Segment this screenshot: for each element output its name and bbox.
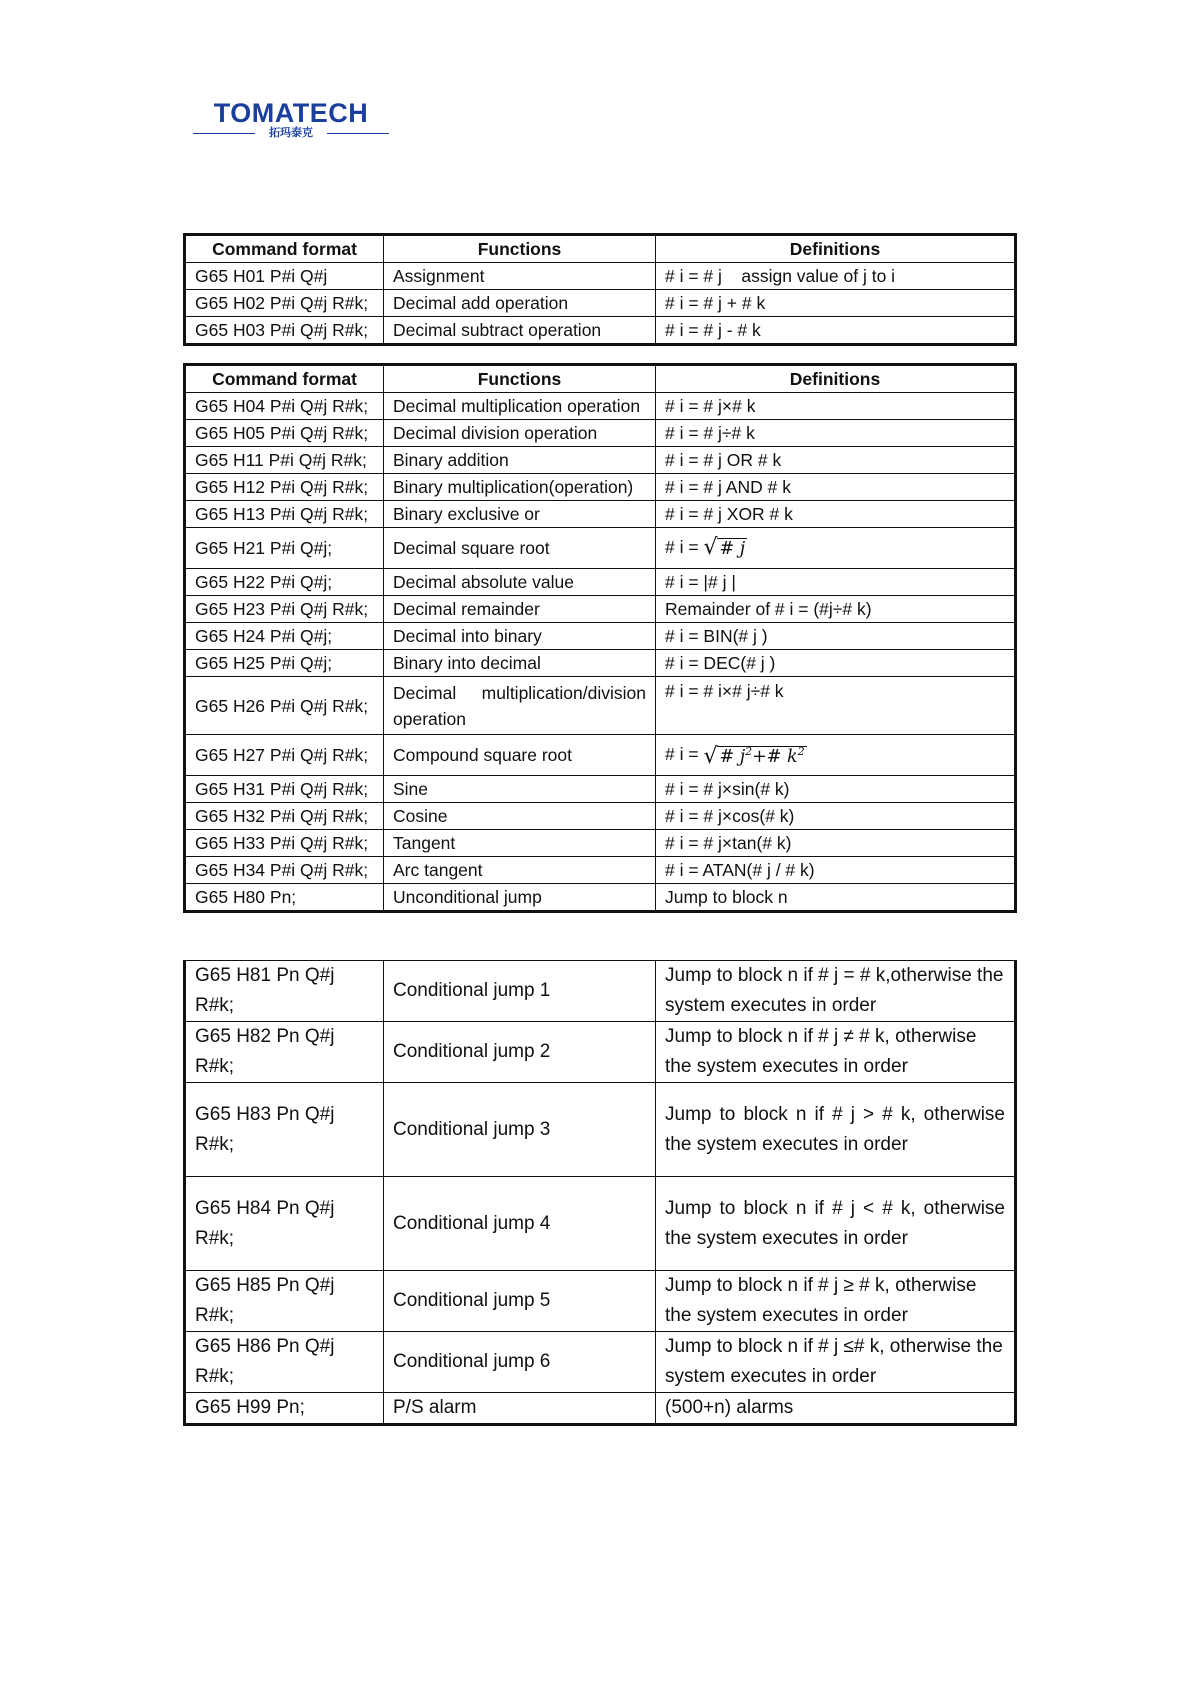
table-row [185,501,1016,528]
definition-cell: Jump to block n if # j ≠ # k, otherwise the system executes in order [656,1022,1016,1083]
function-cell: P/S alarm [384,1393,656,1425]
table-row [185,1083,1016,1177]
macro-table-1 [183,233,1017,346]
command-cell: G65 H85 Pn Q#j R#k; [185,1271,384,1332]
radical-sign-icon: √ [703,534,718,560]
definition-cell: Jump to block n if # j ≤# k, otherwise the system executes in order [656,1332,1016,1393]
table-row [185,677,1016,735]
definition-cell: # i = BIN(# j ) [656,623,1016,650]
header-functions: Functions [384,235,656,263]
table-row [185,1177,1016,1271]
command-cell: G65 H99 Pn; [185,1393,384,1425]
logo-rule-left [193,133,255,134]
command-cell: G65 H03 P#i Q#j R#k; [185,317,384,345]
definition-cell: # i = # j÷# k [656,420,1016,447]
table-row [185,803,1016,830]
command-cell: G65 H86 Pn Q#j R#k; [185,1332,384,1393]
definition-cell [656,735,1016,776]
definition-cell: Jump to block n if # j = # k,otherwise the system executes in order [656,961,1016,1022]
definition-cell: Remainder of # i = (#j÷# k) [656,596,1016,623]
radical-sign-icon: √ [703,743,718,769]
definition-cell: # i = # j OR # k [656,447,1016,474]
table-row [185,263,1016,290]
function-cell: Sine [384,776,656,803]
function-cell: Tangent [384,830,656,857]
table-row [185,474,1016,501]
function-cell: Decimal into binary [384,623,656,650]
definition-cell: # i = |# j | [656,569,1016,596]
command-cell: G65 H01 P#i Q#j [185,263,384,290]
command-cell: G65 H32 P#i Q#j R#k; [185,803,384,830]
function-cell: Decimal remainder [384,596,656,623]
command-cell: G65 H27 P#i Q#j R#k; [185,735,384,776]
header-definitions: Definitions [656,235,1016,263]
macro-table-3 [183,960,1017,1426]
table-row [185,776,1016,803]
function-cell: Decimal multiplication operation [384,393,656,420]
exponent-k: 2 [797,745,805,759]
function-cell: Decimal square root [384,528,656,569]
command-cell: G65 H24 P#i Q#j; [185,623,384,650]
header-command-format: Command format [185,235,384,263]
command-cell: G65 H34 P#i Q#j R#k; [185,857,384,884]
function-cell: Conditional jump 5 [384,1271,656,1332]
table-row [185,650,1016,677]
function-cell: Binary multiplication(operation) [384,474,656,501]
command-cell: G65 H23 P#i Q#j R#k; [185,596,384,623]
definition-cell: # i = # j×tan(# k) [656,830,1016,857]
radicand: # j [719,538,746,559]
command-cell: G65 H33 P#i Q#j R#k; [185,830,384,857]
table-row [185,884,1016,912]
macro-table-2 [183,363,1017,913]
command-cell: G65 H83 Pn Q#j R#k; [185,1083,384,1177]
definition-cell: # i = # i×# j÷# k [656,677,1016,735]
radicand [717,746,806,767]
function-cell: Decimal division operation [384,420,656,447]
compound-square-root-formula [703,743,806,768]
function-cell: Decimal multiplication/division operation [384,677,656,735]
definition-cell: # i = # j + # k [656,290,1016,317]
definition-cell: Jump to block n [656,884,1016,912]
table-row [185,830,1016,857]
definition-cell: # i = ATAN(# j / # k) [656,857,1016,884]
definition-cell: # i = # j XOR # k [656,501,1016,528]
definition-cell: Jump to block n if # j > # k, otherwise the system executes in order [656,1083,1016,1177]
command-cell: G65 H82 Pn Q#j R#k; [185,1022,384,1083]
header-row [185,235,1016,263]
command-cell: G65 H80 Pn; [185,884,384,912]
header-definitions: Definitions [656,365,1016,393]
table-row [185,528,1016,569]
table-row [185,569,1016,596]
definition-cell: (500+n) alarms [656,1393,1016,1425]
command-cell: G65 H04 P#i Q#j R#k; [185,393,384,420]
command-cell: G65 H11 P#i Q#j R#k; [185,447,384,474]
command-cell: G65 H26 P#i Q#j R#k; [185,677,384,735]
table-row [185,623,1016,650]
table-row [185,290,1016,317]
table-row [185,857,1016,884]
function-cell: Decimal absolute value [384,569,656,596]
command-cell: G65 H21 P#i Q#j; [185,528,384,569]
function-cell: Decimal subtract operation [384,317,656,345]
function-cell: Binary into decimal [384,650,656,677]
definition-cell: # i = # j×cos(# k) [656,803,1016,830]
logo-brand: TOMATECH [213,98,369,128]
function-cell: Assignment [384,263,656,290]
command-cell: G65 H81 Pn Q#j R#k; [185,961,384,1022]
function-cell: Conditional jump 2 [384,1022,656,1083]
table-row [185,1393,1016,1425]
table-row [185,1022,1016,1083]
function-cell: Binary addition [384,447,656,474]
table-row [185,1332,1016,1393]
header-row [185,365,1016,393]
definition-cell: # i = # j×# k [656,393,1016,420]
logo-rule-right [327,133,389,134]
command-cell: G65 H84 Pn Q#j R#k; [185,1177,384,1271]
function-cell: Arc tangent [384,857,656,884]
square-root-formula [703,534,747,560]
command-cell: G65 H13 P#i Q#j R#k; [185,501,384,528]
table-row [185,420,1016,447]
command-cell: G65 H25 P#i Q#j; [185,650,384,677]
command-cell: G65 H31 P#i Q#j R#k; [185,776,384,803]
table-row [185,596,1016,623]
header-command-format: Command format [185,365,384,393]
table-row [185,735,1016,776]
company-logo [193,100,389,140]
function-cell: Compound square root [384,735,656,776]
function-cell: Unconditional jump [384,884,656,912]
command-cell: G65 H22 P#i Q#j; [185,569,384,596]
logo-subtitle: 拓玛泰克 [269,126,313,139]
definition-cell [656,528,1016,569]
table-row [185,447,1016,474]
definition-cell: # i = # j AND # k [656,474,1016,501]
header-functions: Functions [384,365,656,393]
table-row [185,961,1016,1022]
definition-prefix: # i = [665,743,699,764]
radicand-term-j: # j [719,747,746,768]
definition-cell: Jump to block n if # j < # k, otherwise the system executes in order [656,1177,1016,1271]
command-cell: G65 H12 P#i Q#j R#k; [185,474,384,501]
table-row [185,317,1016,345]
function-cell: Binary exclusive or [384,501,656,528]
definition-cell: # i = DEC(# j ) [656,650,1016,677]
command-cell: G65 H02 P#i Q#j R#k; [185,290,384,317]
table-row [185,393,1016,420]
function-cell: Conditional jump 4 [384,1177,656,1271]
table-row [185,1271,1016,1332]
definition-cell: # i = # j×sin(# k) [656,776,1016,803]
definition-cell: Jump to block n if # j ≥ # k, otherwise the system executes in order [656,1271,1016,1332]
exponent-j: 2 [745,745,753,759]
function-cell: Conditional jump 3 [384,1083,656,1177]
definition-prefix: # i = [665,537,699,558]
radicand-term-k: +# k [752,747,798,768]
function-cell: Cosine [384,803,656,830]
function-cell: Conditional jump 1 [384,961,656,1022]
definition-cell: # i = # j - # k [656,317,1016,345]
command-cell: G65 H05 P#i Q#j R#k; [185,420,384,447]
function-cell: Decimal add operation [384,290,656,317]
function-cell: Conditional jump 6 [384,1332,656,1393]
definition-cell: # i = # j assign value of j to i [656,263,1016,290]
